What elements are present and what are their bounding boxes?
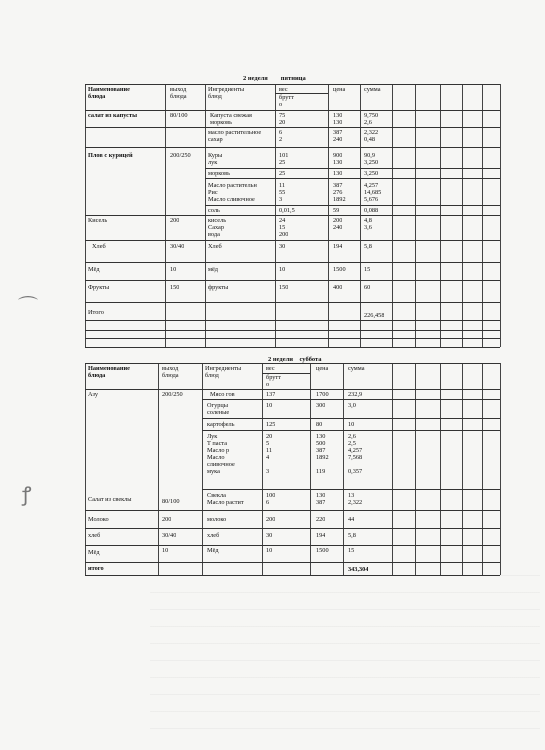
- ingredient: Капуста свежая морковь: [210, 112, 252, 126]
- table-gridline: [85, 127, 500, 128]
- col-header-name: Наименование блюда: [88, 86, 130, 100]
- table-gridline: [482, 363, 483, 575]
- table-gridline: [158, 363, 159, 575]
- dish-name: Плов с курицей: [88, 152, 133, 159]
- dish-name: Хлеб: [92, 243, 106, 250]
- price: 80: [316, 421, 323, 428]
- sum: 4,8 3,6: [364, 217, 372, 231]
- ingredient: кисель Сахар вода: [208, 217, 227, 238]
- ingredient: Хлеб: [208, 243, 222, 250]
- table-gridline: [85, 389, 500, 390]
- col-header-output: выход блюда: [162, 365, 179, 379]
- sum: 3,250: [364, 170, 379, 177]
- sum: 15: [348, 547, 355, 554]
- sum: 9,750 2,6: [364, 112, 379, 126]
- weight: 200: [266, 516, 276, 523]
- price: 1700: [316, 391, 329, 398]
- price: 194: [316, 532, 326, 539]
- weight: 75 20: [279, 112, 286, 126]
- table-gridline: [262, 363, 263, 575]
- sum: 2,6 2,5 4,257 7,568 0,357: [348, 433, 363, 475]
- ingredient: масло растительное сахар: [208, 129, 262, 143]
- col-header-gross: брутт о: [279, 94, 294, 108]
- weight: 20 5 11 4 3: [266, 433, 273, 475]
- price: 900 130: [333, 152, 343, 166]
- sum: 0,088: [364, 207, 379, 214]
- ingredient: мёд: [208, 266, 218, 273]
- table-gridline: [202, 363, 203, 575]
- col-header-sum: сумма: [364, 86, 381, 93]
- weight: 137: [266, 391, 276, 398]
- table-gridline: [85, 347, 500, 348]
- table-gridline: [310, 363, 311, 575]
- table-gridline: [85, 240, 500, 241]
- weight: 125: [266, 421, 276, 428]
- table-gridline: [202, 399, 500, 400]
- ingredient: фрукты: [208, 284, 229, 291]
- dish-name: Фрукты: [88, 284, 110, 291]
- table-gridline: [415, 363, 416, 575]
- ingredient: Мясо гов: [210, 391, 235, 398]
- total-label: Итого: [88, 309, 104, 316]
- ingredient: Куры лук: [208, 152, 223, 166]
- price: 387 240: [333, 129, 343, 143]
- dish-output: 200: [170, 217, 180, 224]
- ingredient: Масло растительн Рис Масло сливочное: [208, 182, 257, 203]
- col-header-ingredients: Ингредиенты блюд: [205, 365, 242, 379]
- sum: 13 2,322: [348, 492, 363, 506]
- weight: 10: [266, 547, 273, 554]
- dish-output: 10: [162, 547, 169, 554]
- sum: 10: [348, 421, 355, 428]
- weight: 6 2: [279, 129, 283, 143]
- price: 387 276 1892: [333, 182, 346, 203]
- sum: 2,322 0,48: [364, 129, 379, 143]
- total-label: итого: [88, 565, 104, 572]
- table-gridline: [202, 418, 500, 419]
- dish-name: салат из капусты: [88, 112, 137, 119]
- price: 130 387: [316, 492, 326, 506]
- weight: 25: [279, 170, 286, 177]
- price: 300: [316, 402, 326, 409]
- table-gridline: [500, 84, 501, 347]
- ingredient: Свекла Масло растит: [207, 492, 244, 506]
- table-gridline: [85, 528, 500, 529]
- price: 194: [333, 243, 343, 250]
- friday-title: 2 неделя пятница: [243, 75, 306, 82]
- price: 59: [333, 207, 340, 214]
- dish-output: 80/100: [170, 112, 188, 119]
- weight: 10: [266, 402, 273, 409]
- dish-output: 30/40: [170, 243, 185, 250]
- col-header-ingredients: Ингредиенты блюд: [208, 86, 245, 100]
- weight: 101 25: [279, 152, 289, 166]
- dish-output: 10: [170, 266, 177, 273]
- weight: 11 55 3: [279, 182, 286, 203]
- table-gridline: [85, 545, 500, 546]
- price: 220: [316, 516, 326, 523]
- weight: 30: [279, 243, 286, 250]
- table-gridline: [85, 215, 500, 216]
- table-gridline: [205, 178, 500, 179]
- col-header-weight: вес: [266, 365, 275, 372]
- sum: 90,9 3,250: [364, 152, 379, 166]
- dish-output: 30/40: [162, 532, 177, 539]
- table-gridline: [500, 363, 501, 575]
- col-header-name: Наименование блюда: [88, 365, 130, 379]
- dish-name: Мёд: [88, 266, 100, 273]
- saturday-title: 2 недели суббота: [268, 356, 322, 363]
- table-gridline: [85, 147, 500, 148]
- price: 1500: [316, 547, 329, 554]
- sum: 232,9: [348, 391, 363, 398]
- table-gridline: [85, 562, 500, 563]
- dish-name: хлеб: [88, 532, 101, 539]
- col-header-price: цена: [333, 86, 346, 93]
- ingredient: Мёд: [207, 547, 219, 554]
- col-header-weight: вес: [279, 86, 288, 93]
- table-gridline: [202, 489, 500, 490]
- pencil-mark-icon: ⌒: [18, 296, 38, 318]
- col-header-price: цена: [316, 365, 329, 372]
- total-sum: 226,458: [364, 312, 385, 319]
- price: 200 240: [333, 217, 343, 231]
- sum: 60: [364, 284, 371, 291]
- dish-output: 200: [162, 516, 172, 523]
- table-gridline: [202, 430, 500, 431]
- price: 130 500 387 1892 119: [316, 433, 329, 475]
- table-gridline: [85, 575, 500, 576]
- ingredient: хлеб: [207, 532, 220, 539]
- table-gridline: [85, 320, 500, 321]
- total-sum: 343,304: [348, 566, 369, 573]
- table-gridline: [85, 338, 500, 339]
- table-gridline: [205, 168, 500, 169]
- price: 130: [333, 170, 343, 177]
- table-gridline: [85, 330, 500, 331]
- ingredient: Лук Т паста Масло р Масло сливочное мука: [207, 433, 235, 475]
- price: 1500: [333, 266, 346, 273]
- sum: 15: [364, 266, 371, 273]
- ingredient: морковь: [208, 170, 231, 177]
- table-gridline: [85, 262, 500, 263]
- table-gridline: [85, 510, 500, 511]
- weight: 30: [266, 532, 273, 539]
- sum: 44: [348, 516, 355, 523]
- ingredient: соль: [208, 207, 220, 214]
- table-gridline: [205, 205, 500, 206]
- dish-output: 80/100: [162, 498, 180, 505]
- dish-name: Мёд: [88, 549, 100, 556]
- sum: 5,8: [348, 532, 356, 539]
- weight: 100 6: [266, 492, 276, 506]
- sum: 3,0: [348, 402, 356, 409]
- sum: 5,8: [364, 243, 372, 250]
- table-gridline: [85, 363, 500, 364]
- weight: 24 15 200: [279, 217, 289, 238]
- weight: 0,01,5: [279, 207, 295, 214]
- dish-name: Азу: [88, 391, 99, 398]
- weight: 150: [279, 284, 289, 291]
- table-gridline: [85, 110, 500, 111]
- table-gridline: [462, 363, 463, 575]
- table-gridline: [392, 363, 393, 575]
- dish-output: 150: [170, 284, 180, 291]
- table-gridline: [85, 363, 86, 575]
- ingredient: Огурцы соленые: [207, 402, 230, 416]
- price: 130 130: [333, 112, 343, 126]
- col-header-output: выход блюда: [170, 86, 187, 100]
- table-gridline: [343, 363, 344, 575]
- table-gridline: [85, 280, 500, 281]
- ingredient: молоко: [207, 516, 227, 523]
- col-header-sum: сумма: [348, 365, 365, 372]
- dish-output: 200/250: [170, 152, 191, 159]
- table-gridline: [85, 84, 500, 85]
- dish-name: Кисель: [88, 217, 108, 224]
- ingredient: картофель: [207, 421, 235, 428]
- dish-name: Молоко: [88, 516, 109, 523]
- dish-output: 200/250: [162, 391, 183, 398]
- dish-name: Салат из свеклы: [88, 496, 132, 503]
- bleed-through-lines: [150, 575, 540, 745]
- table-gridline: [85, 302, 500, 303]
- col-header-gross: брутт о: [266, 374, 281, 388]
- sum: 4,257 14,685 5,676: [364, 182, 382, 203]
- table-gridline: [440, 363, 441, 575]
- pencil-mark-icon: ꝭ: [22, 484, 32, 506]
- weight: 10: [279, 266, 286, 273]
- price: 400: [333, 284, 343, 291]
